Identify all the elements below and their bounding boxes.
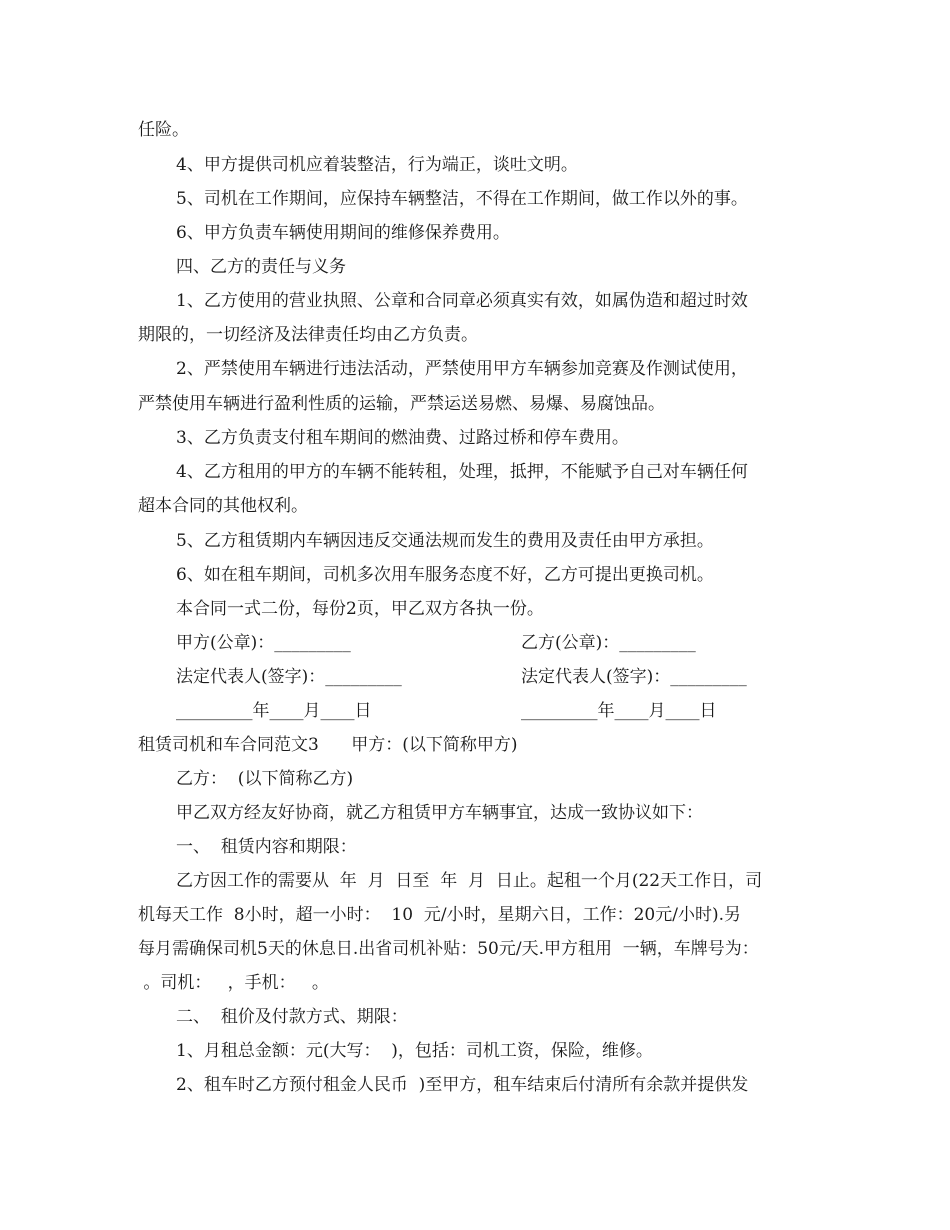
section-heading: 二、 租价及付款方式、期限： bbox=[176, 1007, 408, 1027]
party-b-seal-field: 乙方(公章)：_________ bbox=[521, 633, 696, 653]
text-line: 机每天工作 8小时，超一小时： 10 元/小时，星期六日，工作：20元/小时).另 bbox=[138, 905, 741, 925]
text-line: 2、租车时乙方预付租金人民币 )至甲方，租车结束后付清所有余款并提供发 bbox=[176, 1075, 749, 1095]
text-line: 超本合同的其他权利。 bbox=[138, 496, 308, 516]
text-line: 4、甲方提供司机应着装整洁，行为端正，谈吐文明。 bbox=[176, 155, 578, 175]
text-line: 6、如在租车期间，司机多次用车服务态度不好，乙方可提出更换司机。 bbox=[176, 565, 714, 585]
text-line: 3、乙方负责支付租车期间的燃油费、过路过桥和停车费用。 bbox=[176, 428, 629, 448]
party-a-seal-field: 甲方(公章)：_________ bbox=[176, 633, 351, 653]
party-b-date-field: _________年____月____日 bbox=[521, 701, 717, 721]
text-line: 4、乙方租用的甲方的车辆不能转租，处理，抵押，不能赋予自己对车辆任何 bbox=[176, 462, 748, 482]
text-line: 6、甲方负责车辆使用期间的维修保养费用。 bbox=[176, 223, 510, 243]
text-line: 期限的，一切经济及法律责任均由乙方负责。 bbox=[138, 325, 478, 345]
text-line: 1、月租总金额：元(大写： )，包括：司机工资，保险，维修。 bbox=[176, 1041, 653, 1061]
section-heading: 四、乙方的责任与义务 bbox=[176, 257, 346, 277]
text-line: 2、严禁使用车辆进行违法活动，严禁使用甲方车辆参加竞赛及作测试使用， bbox=[176, 359, 748, 379]
text-line: 乙方： (以下简称乙方) bbox=[176, 769, 354, 789]
contract-title: 租赁司机和车合同范文3 甲方：(以下简称甲方) bbox=[138, 735, 518, 755]
party-a-rep-field: 法定代表人(签字)：_________ bbox=[176, 667, 402, 687]
text-line: 乙方因工作的需要从 年 月 日至 年 月 日止。起租一个月(22天工作日，司 bbox=[176, 871, 763, 891]
text-line: 5、乙方租赁期内车辆因违反交通法规而发生的费用及责任由甲方承担。 bbox=[176, 531, 714, 551]
text-line: 任险。 bbox=[138, 120, 189, 140]
text-line: 每月需确保司机5天的休息日.出省司机补贴：50元/天.甲方租用 一辆，车牌号为： bbox=[138, 939, 759, 959]
text-line: 5、司机在工作期间，应保持车辆整洁，不得在工作期间，做工作以外的事。 bbox=[176, 189, 748, 209]
party-b-rep-field: 法定代表人(签字)：_________ bbox=[521, 667, 747, 687]
text-line: 本合同一式二份，每份2页，甲乙双方各执一份。 bbox=[176, 599, 544, 619]
text-line: 严禁使用车辆进行盈利性质的运输，严禁运送易燃、易爆、易腐蚀品。 bbox=[138, 394, 665, 414]
party-a-date-field: _________年____月____日 bbox=[176, 701, 372, 721]
text-line: 1、乙方使用的营业执照、公章和合同章必须真实有效，如属伪造和超过时效 bbox=[176, 291, 748, 311]
text-line: 。司机： ，手机： 。 bbox=[138, 973, 329, 993]
section-heading: 一、 租赁内容和期限： bbox=[176, 837, 357, 857]
text-line: 甲乙双方经友好协商，就乙方租赁甲方车辆事宜，达成一致协议如下： bbox=[176, 803, 703, 823]
